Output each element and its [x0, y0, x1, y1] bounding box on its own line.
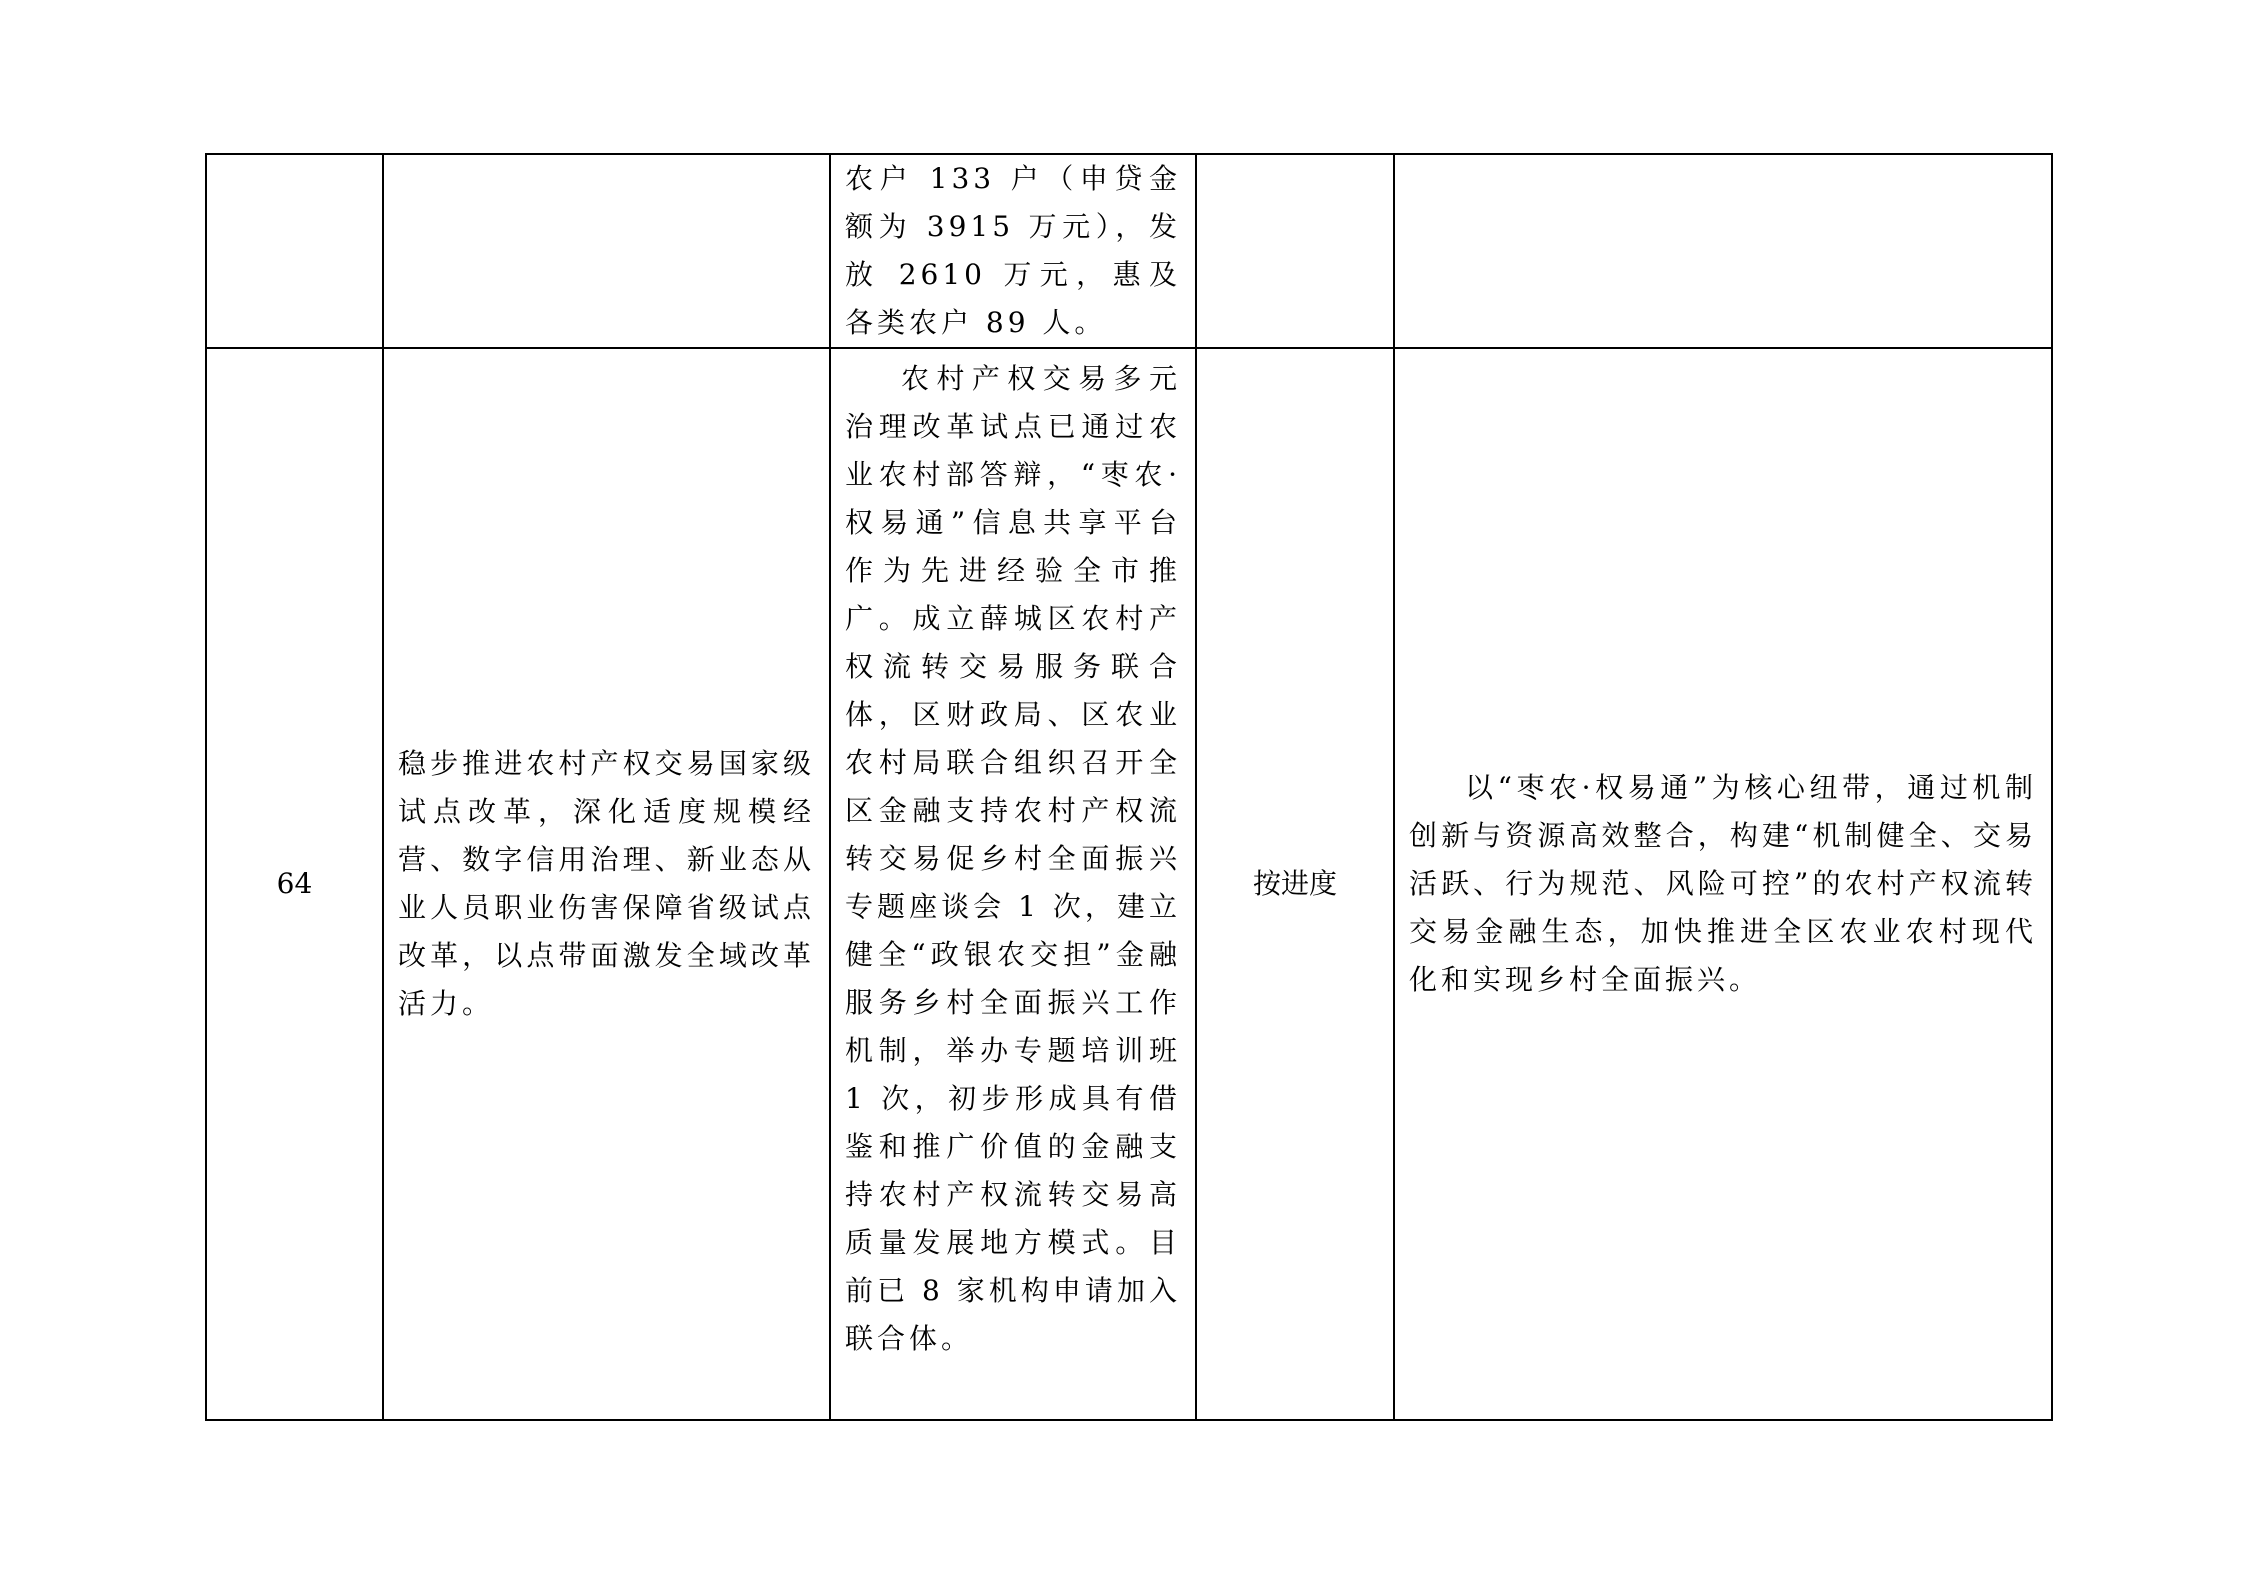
progress-cell: [830, 348, 1196, 1420]
row-number-cell: 64: [206, 348, 383, 1420]
goal-cell: [1394, 348, 2052, 1420]
progress-table: [205, 153, 2053, 1421]
schedule-cell: [1196, 154, 1394, 348]
table-row: [206, 154, 2052, 348]
table-row: [206, 348, 2052, 1420]
row-number-cell: [206, 154, 383, 348]
progress-cell: 农户 133 户（申贷金额为 3915 万元），发放 2610 万元，惠及各类农户 89 人。: [830, 154, 1196, 348]
goal-text: 以“枣农·权易通”为核心纽带，通过机制创新与资源高效整合，构建“机制健全、交易活跃、行为规范、风险可控”的农村产权流转交易金融生态，加快推进全区农业农村现代化和实现乡村全面振兴。: [1409, 771, 2037, 996]
task-cell: [383, 154, 830, 348]
schedule-cell: 按进度: [1196, 348, 1394, 1420]
progress-text: 农村产权交易多元治理改革试点已通过农业农村部答辩，“枣农·权易通”信息共享平台作为先进经验全市推广。成立薛城区农村产权流转交易服务联合体，区财政局、区农业农村局联合组织召开全区金融支持农村产权流转交易促乡村全面振兴专题座谈会 1 次，建立健全“政银农交担”金融服务乡村全面振兴工作机制，举办专题培训班 1 次，初步形成具有借鉴和推广价值的金融支持农村产权流转交易高质量发展地方模式。目前已 8 家机构申请加入联合体。: [845, 362, 1181, 1355]
task-cell: 稳步推进农村产权交易国家级试点改革，深化适度规模经营、数字信用治理、新业态从业人员职业伤害保障省级试点改革，以点带面激发全域改革活力。: [383, 348, 830, 1420]
goal-cell: [1394, 154, 2052, 348]
